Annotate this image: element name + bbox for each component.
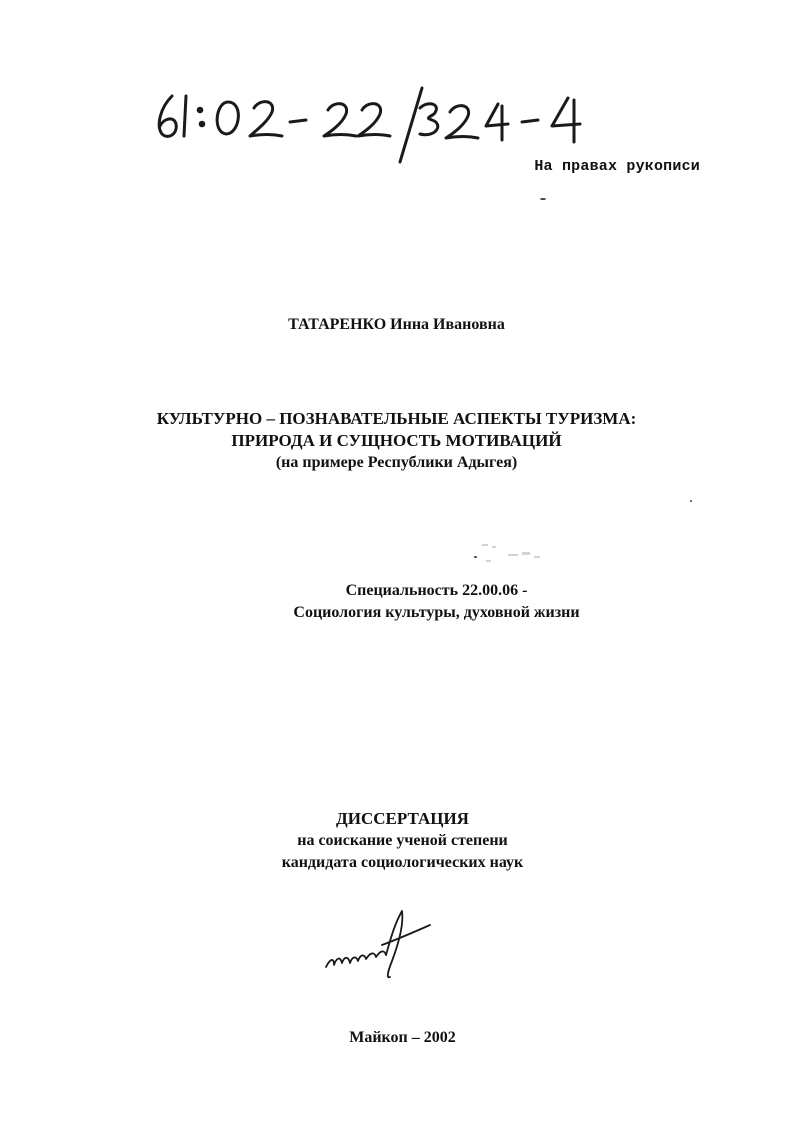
title-line-2: ПРИРОДА И СУЩНОСТЬ МОТИВАЦИЙ — [231, 431, 562, 450]
specialty-block — [40, 580, 793, 624]
author-given-names: Инна Ивановна — [390, 316, 505, 333]
scan-speck — [540, 198, 546, 200]
rights-note: На правах рукописи — [534, 158, 700, 175]
dissertation-title — [30, 408, 763, 473]
scan-speck — [690, 500, 692, 502]
city-year: Майкоп – 2002 — [349, 1029, 456, 1046]
scan-speck — [474, 556, 477, 558]
title-line-3: (на примере Республики Адыгея) — [275, 454, 518, 471]
title-line-1: КУЛЬТУРНО – ПОЗНАВАТЕЛЬНЫЕ АСПЕКТЫ ТУРИЗМА: — [156, 409, 637, 428]
dissertation-heading: ДИССЕРТАЦИЯ — [336, 809, 469, 828]
author-surname: ТАТАРЕНКО — [288, 316, 387, 333]
handwritten-registry-code — [150, 78, 630, 168]
degree-block — [6, 808, 793, 874]
degree-line-2: кандидата социологических наук — [281, 854, 524, 871]
author-name — [0, 316, 793, 334]
specialty-line-2: Социология культуры, духовной жизни — [293, 604, 580, 621]
handwritten-signature — [320, 905, 440, 985]
faint-stamp-marks — [478, 540, 548, 570]
specialty-line-1: Специальность 22.00.06 - — [345, 582, 528, 599]
degree-line-1: на соискание ученой степени — [297, 832, 508, 849]
